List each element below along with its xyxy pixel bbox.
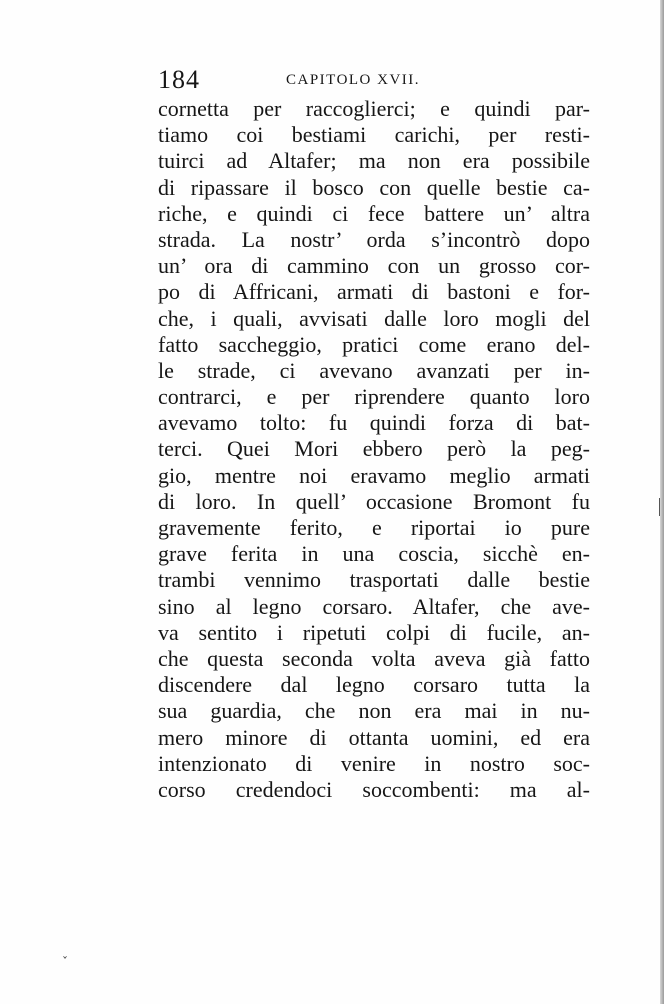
text-line: gravemente ferito, e riportai io pure [158, 515, 590, 540]
text-line: di ripassare il bosco con quelle bestie ca- [158, 174, 590, 200]
text-line: che questa seconda volta aveva già fatto [158, 645, 590, 671]
text-line: le strade, ci avevano avanzati per in- [158, 357, 590, 383]
text-line: sua guardia, che non era mai in nu- [158, 698, 590, 724]
text-line: terci. Quei Mori ebbero però la peg- [158, 436, 590, 462]
page-edge [660, 0, 664, 1004]
text-line: strada. La nostr’ orda s’incontrò dopo [158, 226, 590, 252]
running-head: CAPITOLO XVII. [286, 72, 421, 88]
text-line: corso credendoci soccombenti: ma al- [158, 776, 590, 802]
text-line: un’ ora di cammino con un grosso cor- [158, 253, 590, 279]
ink-speck: ˇ [62, 955, 68, 969]
text-line: trambi vennimo trasportati dalle bestie [158, 567, 590, 593]
text-line: discendere dal legno corsaro tutta la [158, 672, 590, 698]
edge-mark [659, 498, 660, 516]
text-line: contrarci, e per riprendere quanto loro [158, 384, 590, 410]
text-line: tiamo coi bestiami carichi, per resti- [158, 122, 590, 148]
text-line: tuirci ad Altafer; ma non era possibile [158, 148, 590, 174]
text-line: avevamo tolto: fu quindi forza di bat- [158, 410, 590, 436]
text-line: che, i quali, avvisati dalle loro mogli del [158, 305, 590, 331]
text-line: mero minore di ottanta uomini, ed era [158, 724, 590, 750]
text-line: sino al legno corsaro. Altafer, che ave- [158, 593, 590, 619]
text-line: riche, e quindi ci fece battere un’ altra [158, 200, 590, 226]
text-line: va sentito i ripetuti colpi di fucile, an- [158, 619, 590, 645]
page-header [158, 66, 590, 94]
page-number: 184 [158, 65, 200, 94]
text-line: cornetta per raccoglierci; e quindi par- [158, 96, 590, 121]
text-line: di loro. In quell’ occasione Bromont fu [158, 488, 590, 514]
text-line: fatto saccheggio, pratici come erano del- [158, 331, 590, 357]
body-text [158, 96, 590, 803]
text-line: grave ferita in una coscia, sicchè en- [158, 541, 590, 567]
text-line: po di Affricani, armati di bastoni e for- [158, 279, 590, 305]
text-line: gio, mentre noi eravamo meglio armati [158, 462, 590, 488]
text-line: intenzionato di venire in nostro soc- [158, 750, 590, 776]
